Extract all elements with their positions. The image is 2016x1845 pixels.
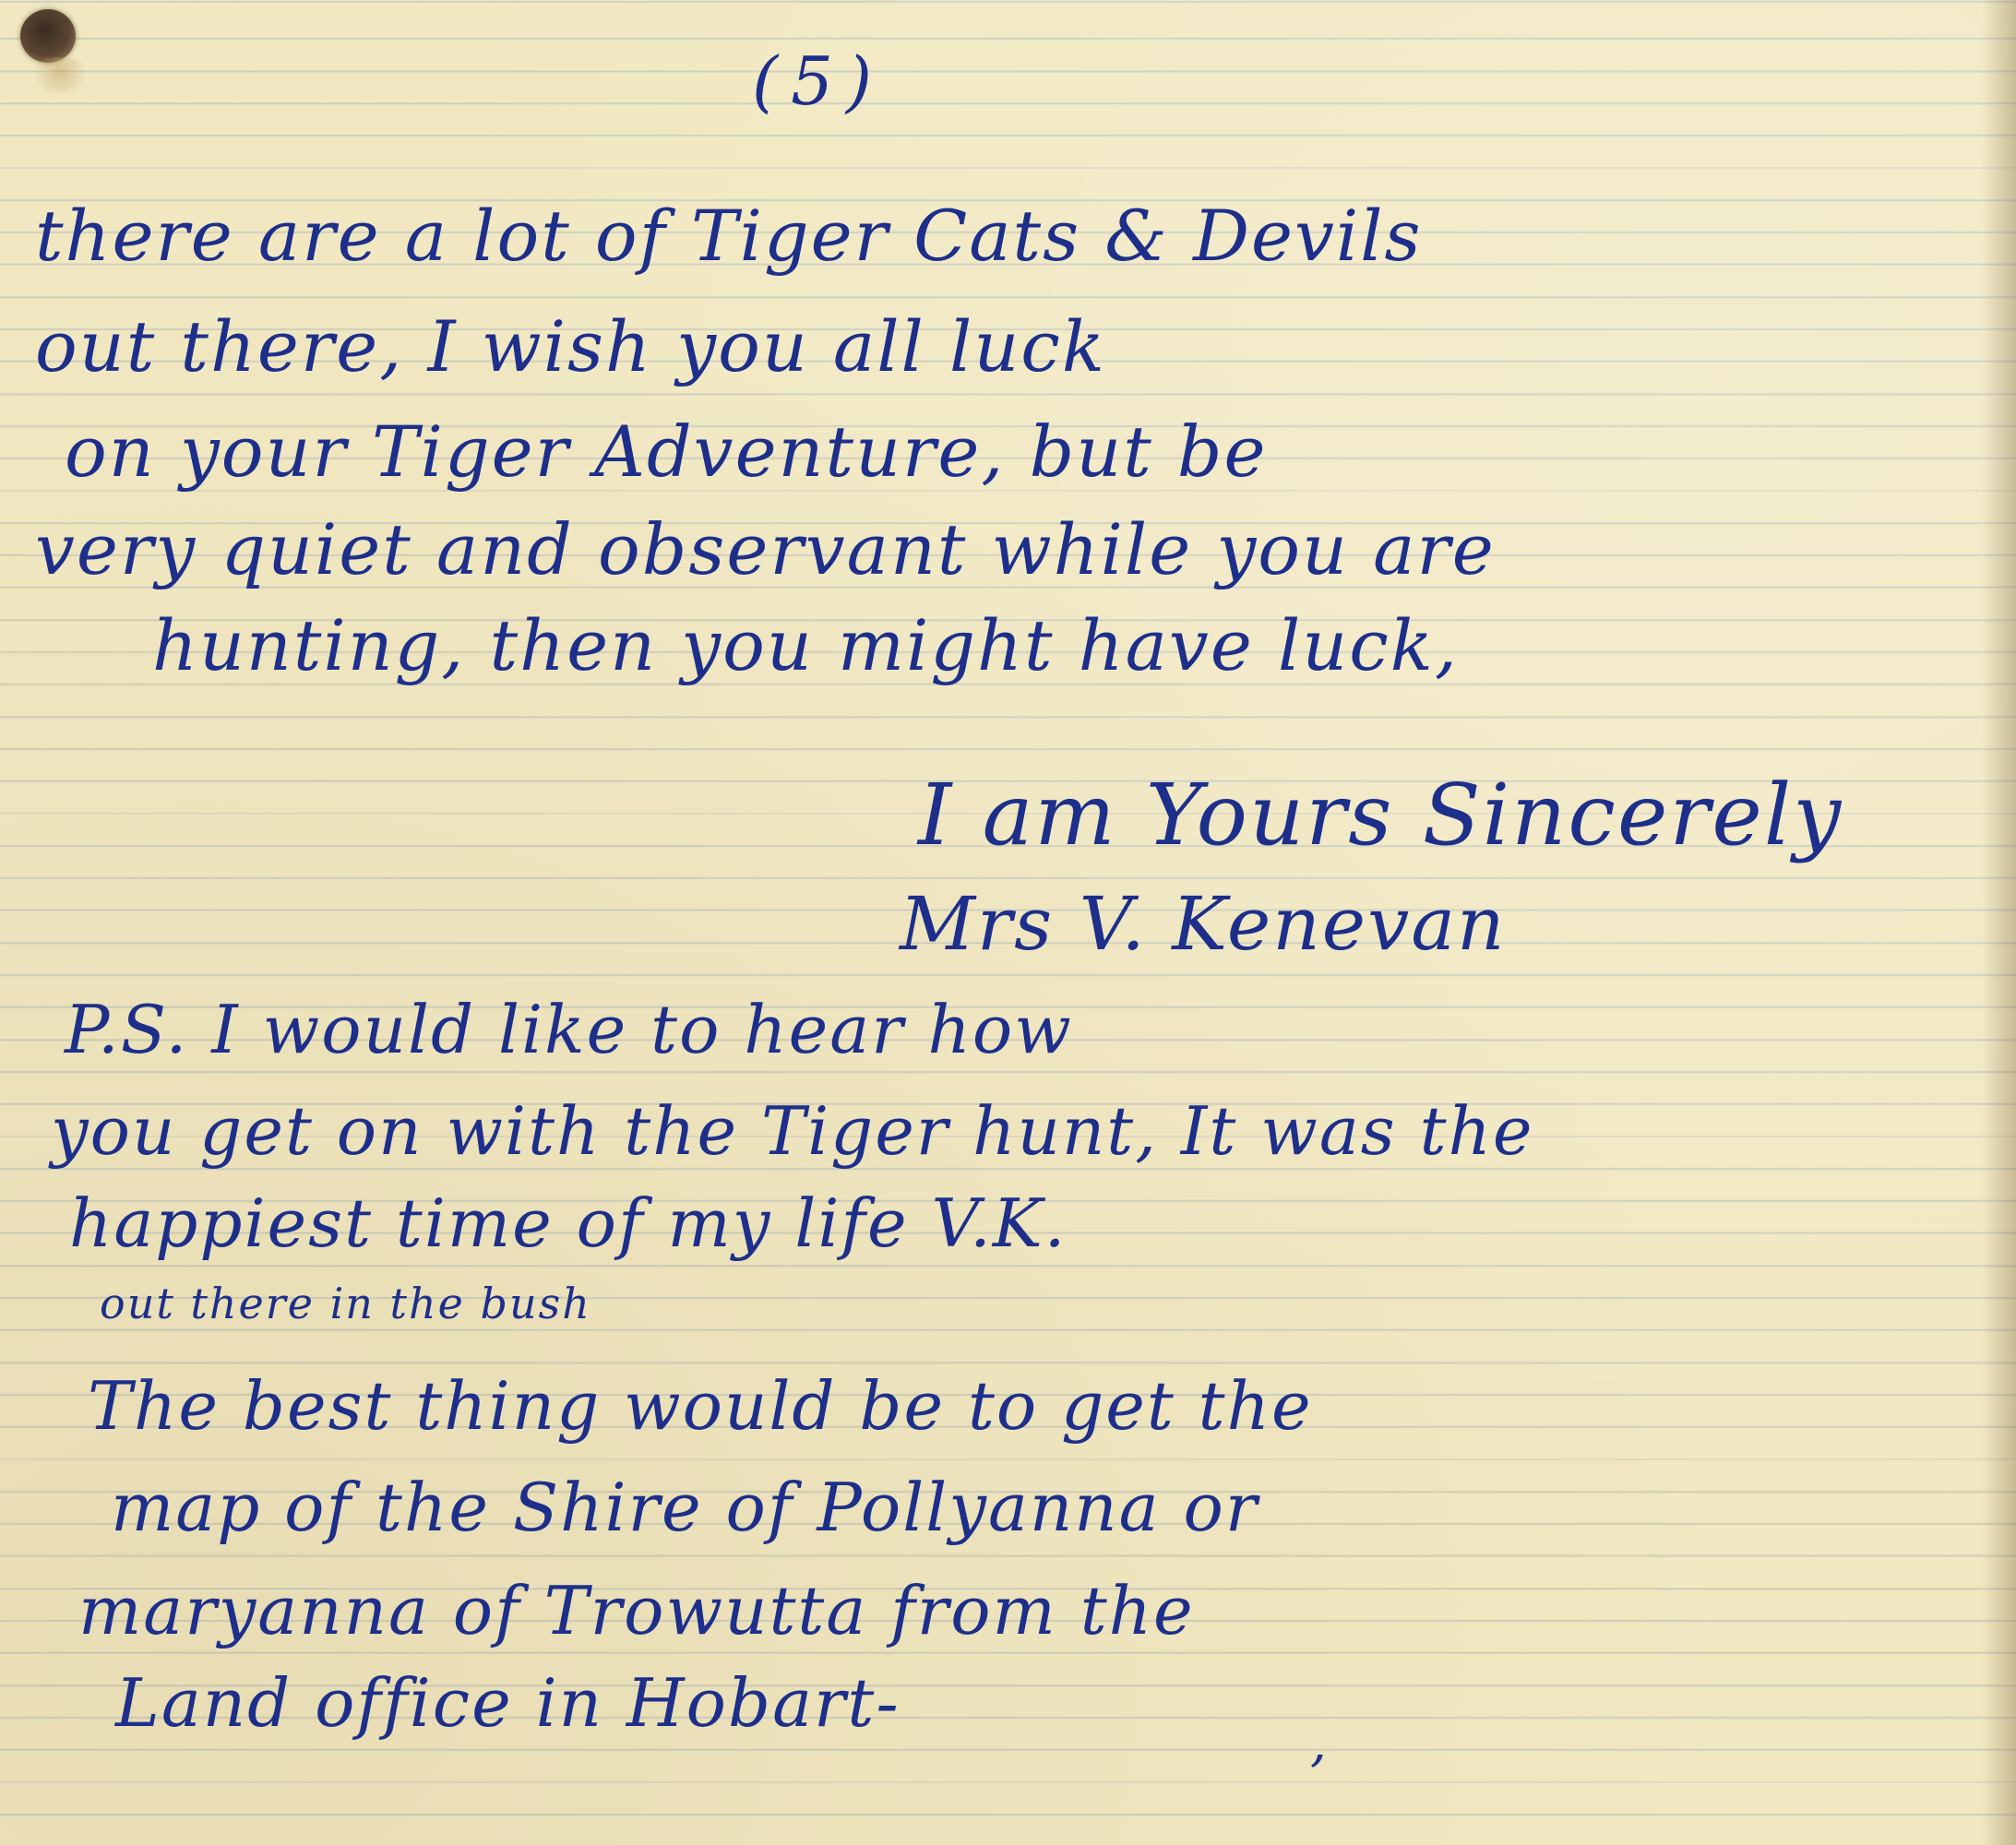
body-line-1: there are a lot of Tiger Cats & Devils [35, 195, 1423, 277]
postscript-line-7: maryanna of Trowutta from the [78, 1572, 1195, 1649]
closing-salutation: I am Yours Sincerely [918, 766, 1843, 864]
postscript-line-3: happiest time of my life V.K. [69, 1184, 1068, 1262]
postscript-line-4: out there in the bush [100, 1279, 591, 1328]
body-line-3: on your Tiger Adventure, but be [65, 411, 1268, 493]
body-line-5: hunting, then you might have luck, [152, 604, 1459, 686]
signature: Mrs V. Kenevan [900, 881, 1507, 967]
postscript-line-6: map of the Shire of Pollyanna or [111, 1469, 1259, 1546]
paper-tear [28, 57, 92, 94]
postscript-line-2: you get on with the Tiger hunt, It was the [51, 1092, 1534, 1170]
page-edge-shadow [1981, 0, 2016, 1845]
postscript-line-1: P.S. I would like to hear how [65, 991, 1073, 1068]
postscript-line-8: Land office in Hobart- [115, 1664, 901, 1742]
punch-hole [20, 9, 76, 63]
page-number: (5) [752, 42, 885, 120]
postscript-line-5: The best thing would be to get the [88, 1367, 1313, 1445]
body-line-4: very quiet and observant while you are [35, 508, 1496, 590]
body-line-2: out there, I wish you all luck [35, 305, 1106, 387]
stray-ink-mark: , [1310, 1713, 1329, 1773]
